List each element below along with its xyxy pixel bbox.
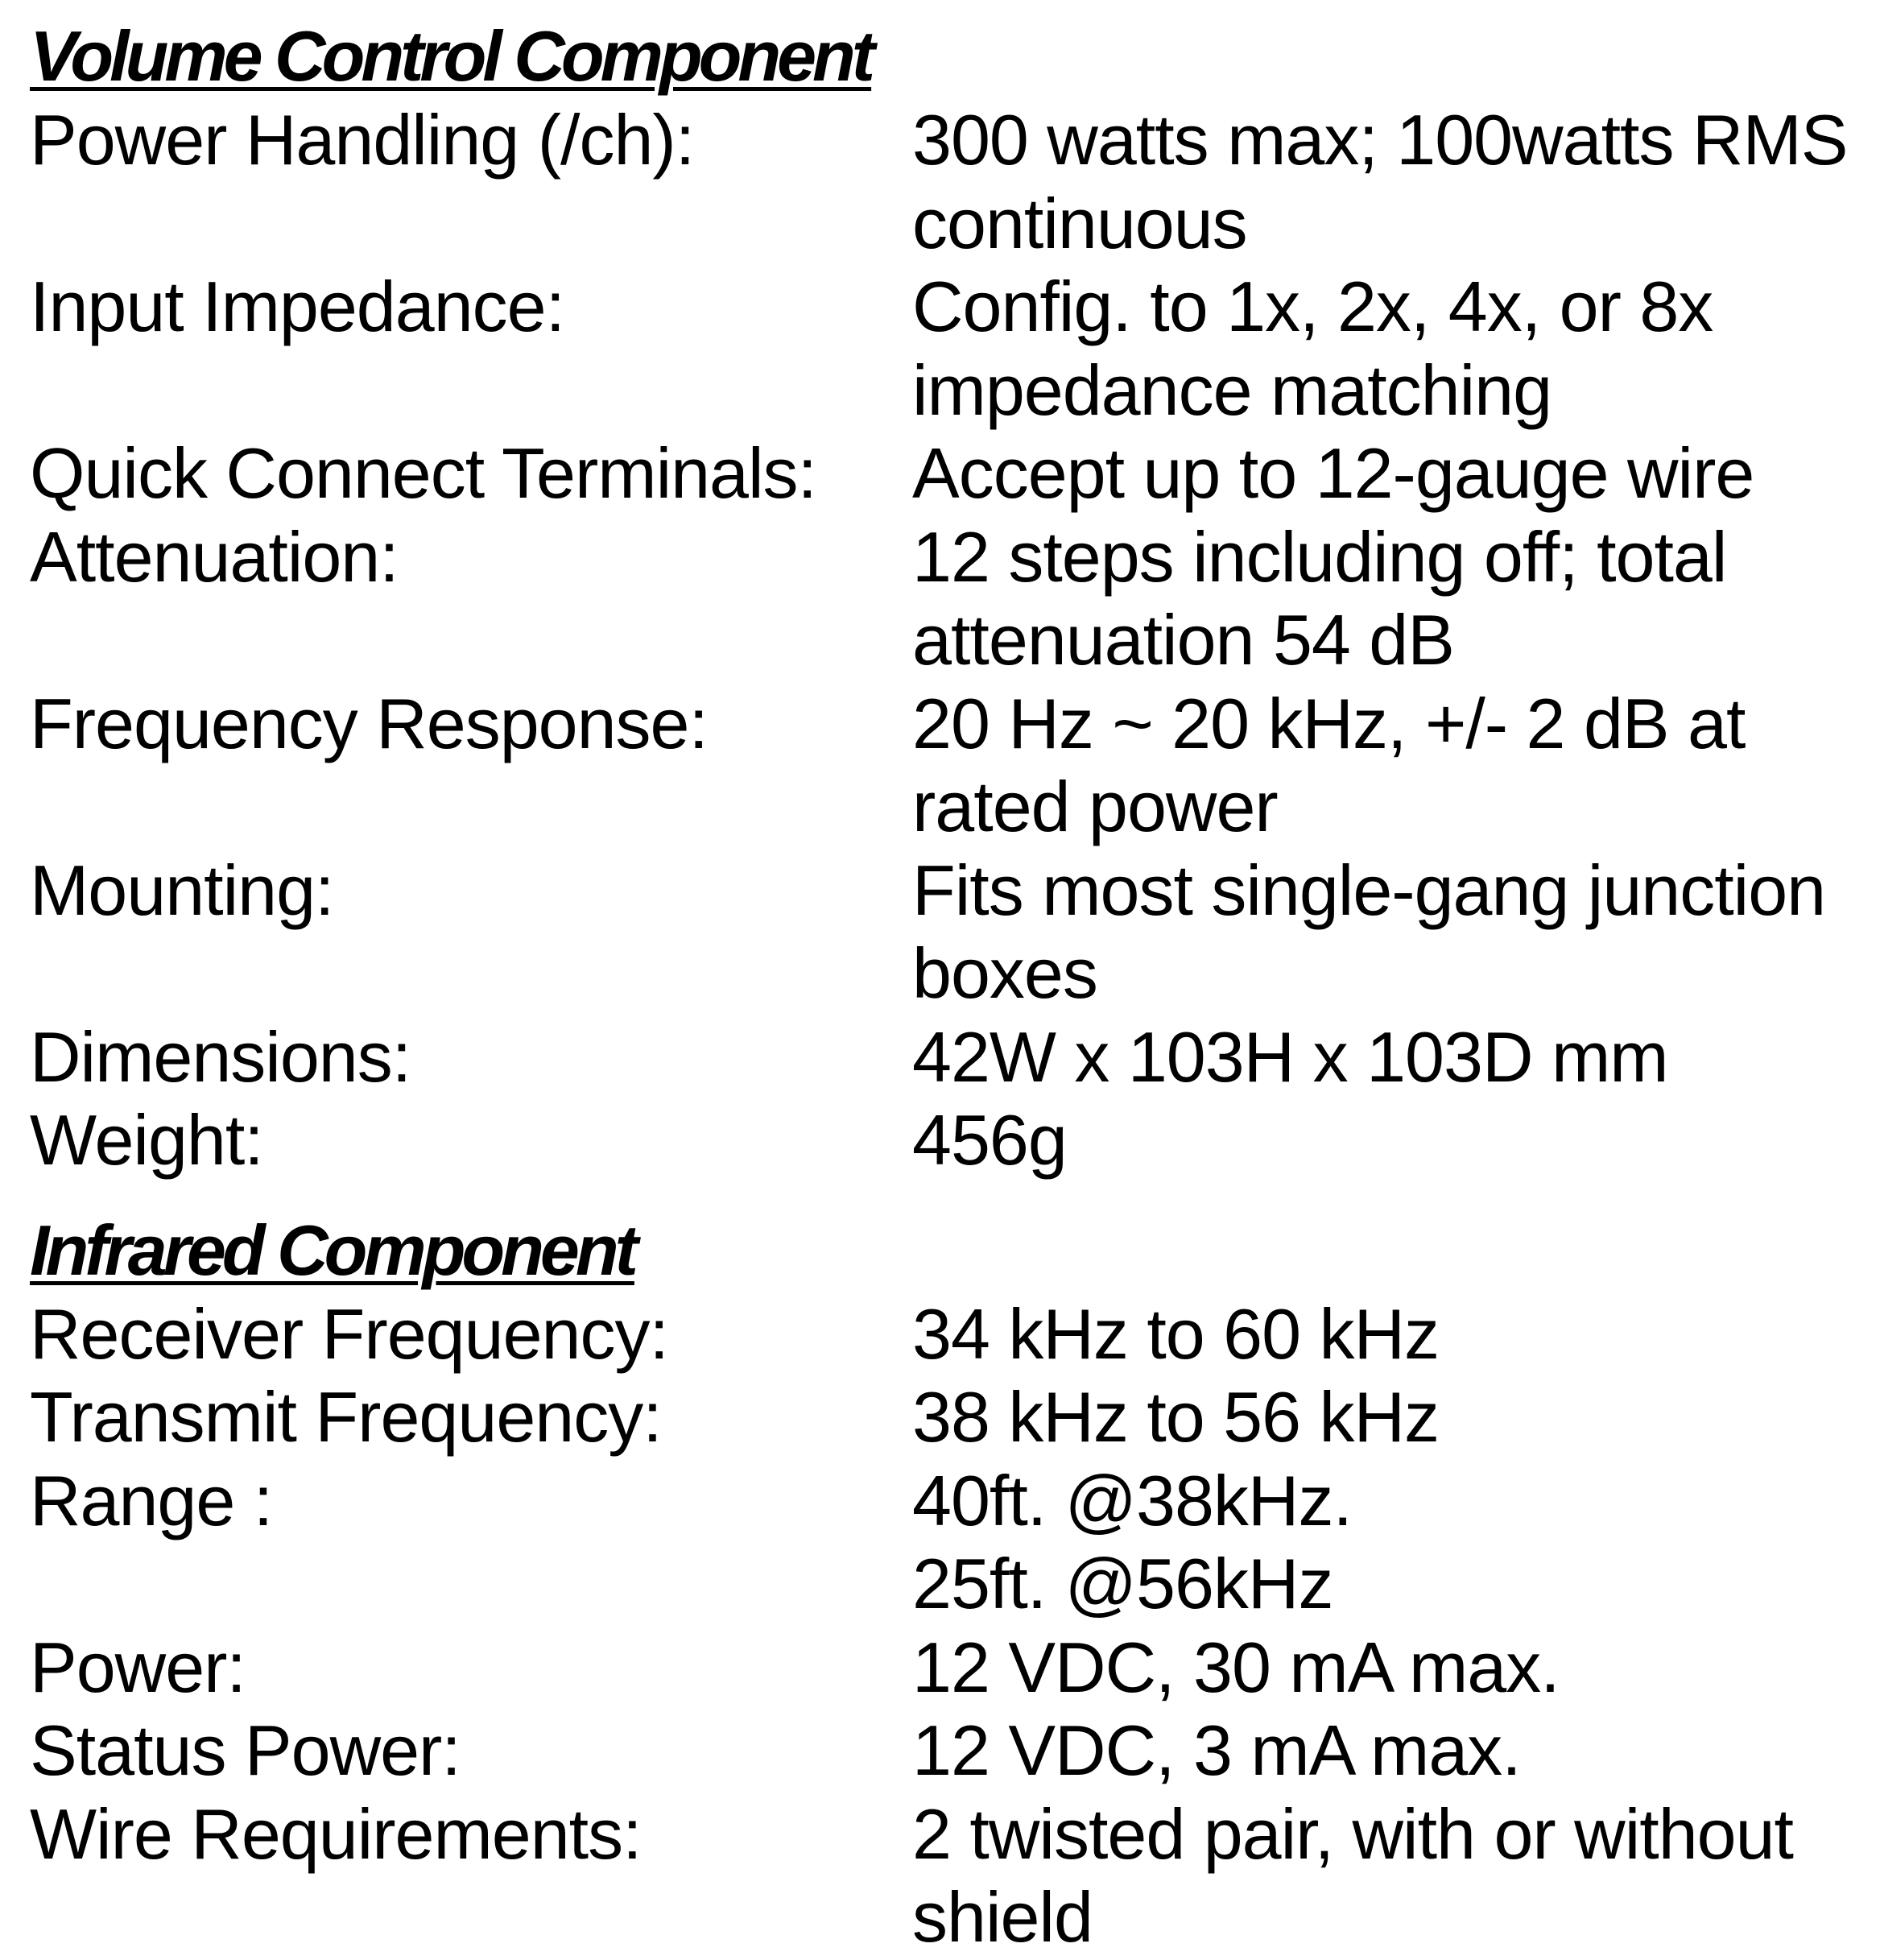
spec-value-line: 20 Hz ~ 20 kHz, +/- 2 dB at <box>912 683 1746 763</box>
spec-value <box>912 682 1745 849</box>
spec-value-line: Accept up to 12-gauge wire <box>912 433 1754 513</box>
spec-row <box>30 1098 1880 1182</box>
spec-value-line: continuous <box>912 183 1247 263</box>
spec-value-line: attenuation 54 dB <box>912 600 1454 680</box>
spec-value-line: Config. to 1x, 2x, 4x, or 8x <box>912 267 1713 346</box>
spec-row <box>30 1459 1880 1626</box>
spec-row <box>30 1015 1880 1099</box>
spec-value-line: 25ft. @56kHz <box>912 1544 1333 1623</box>
spec-label: Power: <box>30 1627 246 1707</box>
spec-row <box>30 1292 1880 1376</box>
spec-value <box>912 1098 1067 1182</box>
spec-value <box>912 515 1726 682</box>
spec-label: Dimensions: <box>30 1016 411 1097</box>
spec-label: Weight: <box>30 1100 263 1180</box>
spec-value-line: 40ft. @38kHz. <box>912 1460 1352 1540</box>
spec-value <box>912 1793 1793 1959</box>
spec-row <box>30 515 1880 682</box>
spec-label: Input Impedance: <box>30 267 565 346</box>
spec-label: Frequency Response: <box>30 683 708 763</box>
spec-value-line: 2 twisted pair, with or without <box>912 1793 1793 1874</box>
spec-row <box>30 1626 1880 1710</box>
spec-value <box>912 265 1713 432</box>
spec-row <box>30 1793 1880 1959</box>
spec-row <box>30 265 1880 432</box>
spec-row <box>30 1709 1880 1793</box>
spec-row <box>30 1375 1880 1459</box>
spec-row <box>30 849 1880 1015</box>
spec-sheet <box>30 14 1880 1959</box>
spec-value-line: 38 kHz to 56 kHz <box>912 1377 1440 1457</box>
spec-value <box>912 849 1825 1015</box>
spec-label: Transmit Frequency: <box>30 1377 662 1457</box>
spec-value <box>912 1292 1439 1376</box>
spec-value <box>912 1459 1352 1626</box>
spec-row <box>30 98 1880 265</box>
spec-value <box>912 98 1847 265</box>
spec-value-line: boxes <box>912 933 1097 1013</box>
spec-value <box>912 1015 1668 1099</box>
spec-label: Power Handling (/ch): <box>30 100 695 180</box>
spec-label: Quick Connect Terminals: <box>30 433 816 513</box>
spec-value-line: 456g <box>912 1100 1067 1180</box>
spec-value-line: Fits most single-gang junction <box>912 850 1826 930</box>
spec-value-line: 12 VDC, 30 mA max. <box>912 1627 1560 1707</box>
spec-value-line: shield <box>912 1877 1093 1957</box>
spec-value <box>912 432 1754 515</box>
spec-row <box>30 432 1880 515</box>
spec-value <box>912 1375 1439 1459</box>
spec-label: Attenuation: <box>30 516 399 597</box>
spec-value-line: 12 steps including off; total <box>912 516 1727 597</box>
spec-row <box>30 682 1880 849</box>
spec-label: Wire Requirements: <box>30 1793 642 1874</box>
spec-label: Mounting: <box>30 850 334 930</box>
spec-value-line: 34 kHz to 60 kHz <box>912 1293 1440 1374</box>
section-heading: Volume Control Component <box>30 16 872 96</box>
spec-label: Receiver Frequency: <box>30 1293 668 1374</box>
spec-label: Range : <box>30 1460 273 1540</box>
spec-value-line: 42W x 103H x 103D mm <box>912 1016 1668 1097</box>
spec-value <box>912 1709 1521 1793</box>
section-heading: Infrared Component <box>30 1209 634 1290</box>
spec-value-line: 300 watts max; 100watts RMS <box>912 100 1848 180</box>
spec-value-line: 12 VDC, 3 mA max. <box>912 1710 1521 1790</box>
spec-label: Status Power: <box>30 1710 461 1790</box>
spec-value-line: rated power <box>912 767 1278 846</box>
spec-value-line: impedance matching <box>912 349 1552 430</box>
spec-value <box>912 1626 1560 1710</box>
